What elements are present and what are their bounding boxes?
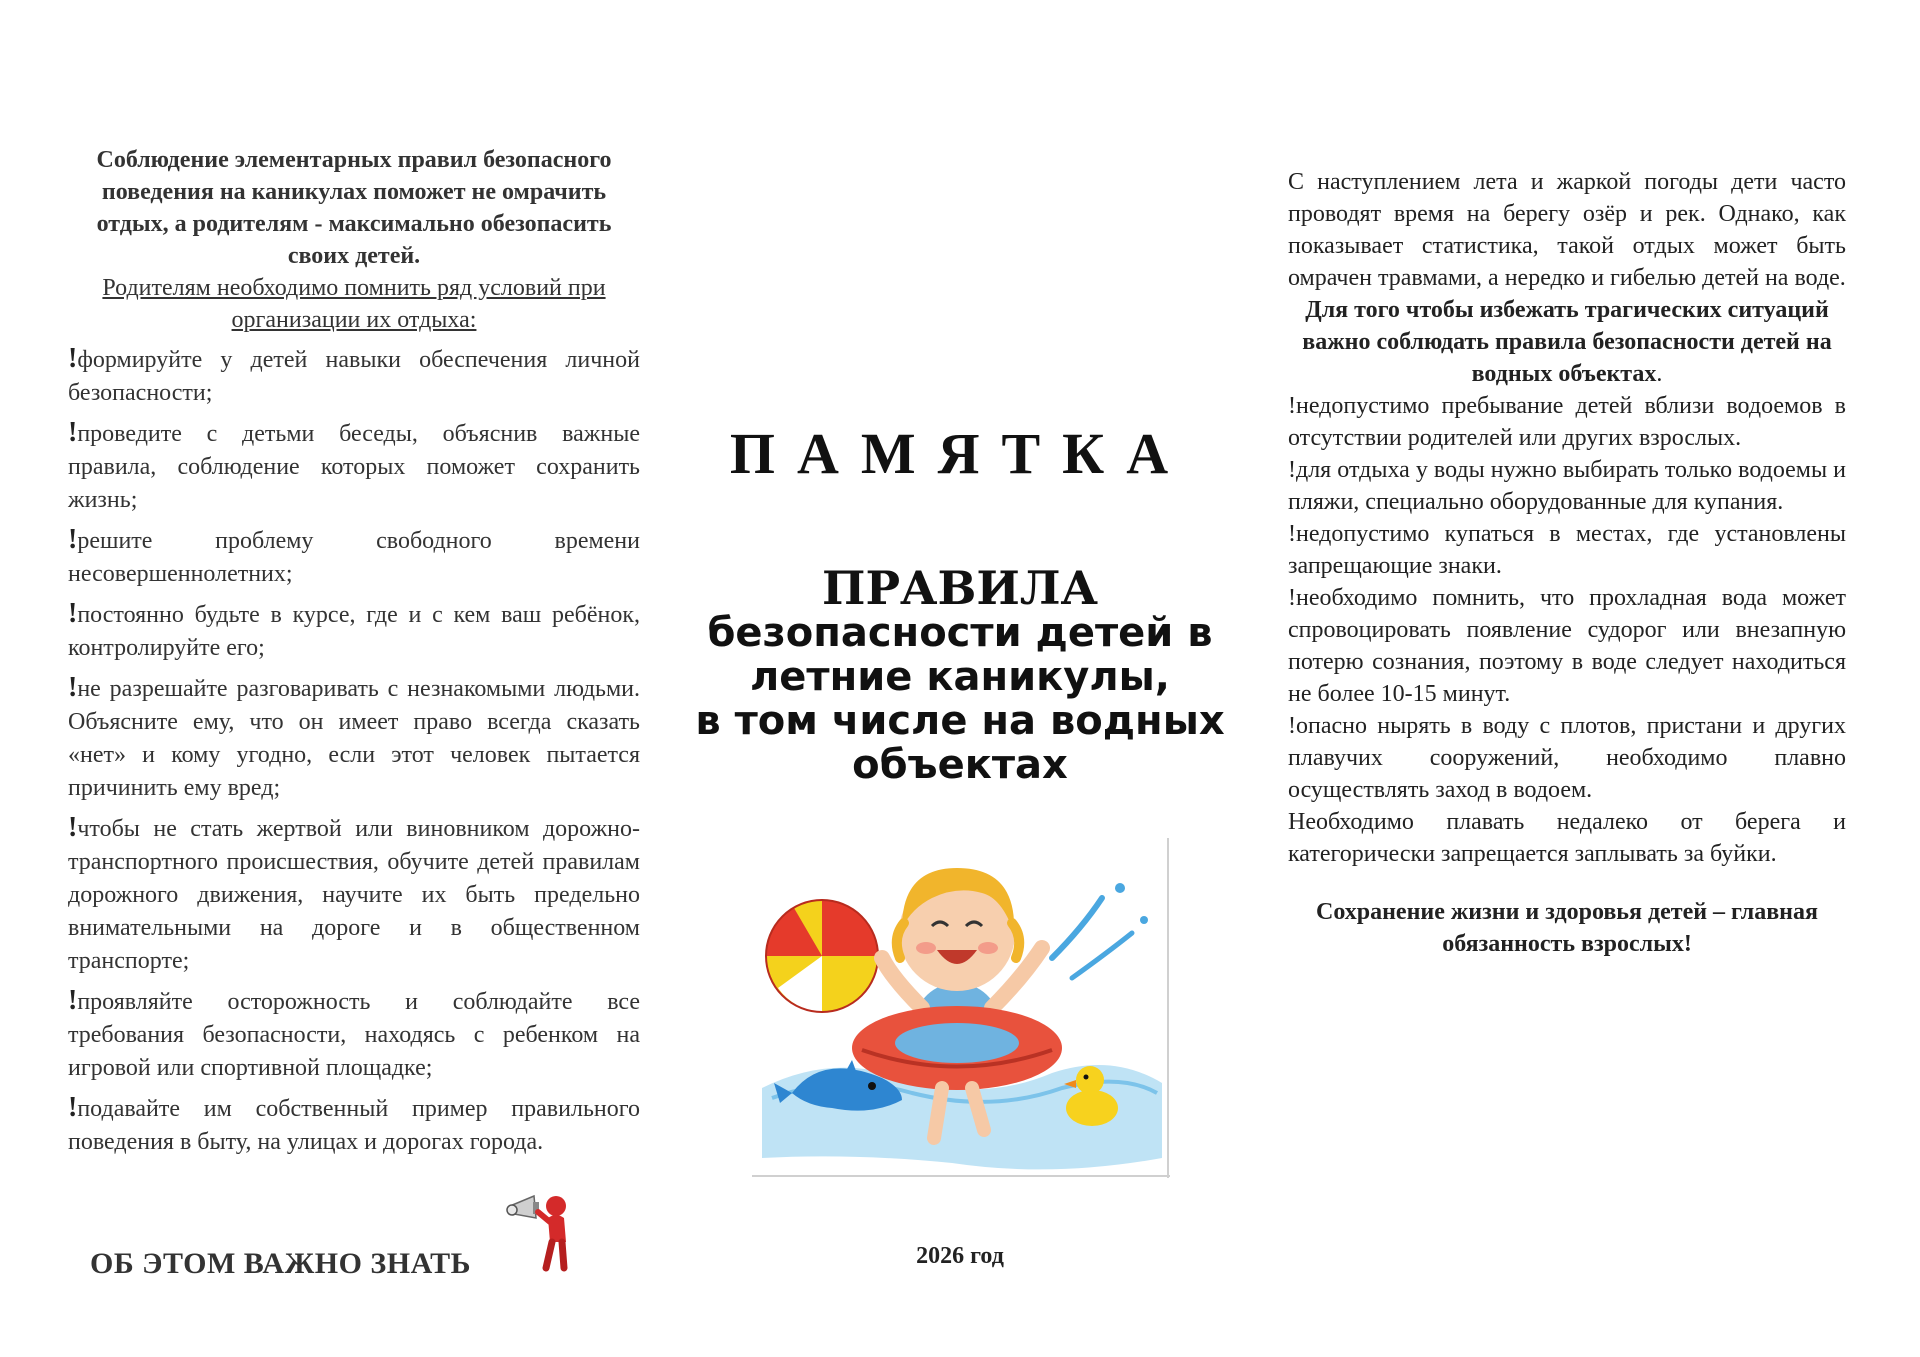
water-rule-item: !недопустимо купаться в местах, где установлены запрещающие знаки.: [1288, 521, 1846, 579]
parent-rule-item: [68, 984, 640, 1085]
rules-subtitle-line: безопасности детей в: [707, 610, 1213, 656]
right-lead-text: Для того чтобы избежать трагических ситуаций важно соблюдать правила безопасности детей на водных объектах: [1302, 297, 1832, 387]
exclamation-mark: !: [68, 1092, 78, 1123]
water-rule-item: !недопустимо пребывание детей вблизи водоемов в отсутствии родителей или других взрослых.: [1288, 393, 1846, 451]
water-rule-item: !для отдыха у воды нужно выбирать только водоемы и пляжи, специально оборудованные для купания.: [1288, 457, 1846, 515]
year-label: 2026 год: [916, 1243, 1004, 1269]
rules-subtitle-line: объектах: [852, 742, 1068, 788]
right-intro: С наступлением лета и жаркой погоды дети часто проводят время на берегу озёр и рек. Однако, как показывает статистика, такой отдых может быть омрачен травмами, а нередко и гибелью детей на воде.: [1288, 169, 1846, 291]
exclamation-mark: !: [68, 598, 78, 629]
parent-rule-text: подавайте им собственный пример правильного поведения в быту, на улицах и дорогах города.: [68, 1096, 640, 1155]
parent-rule-text: постоянно будьте в курсе, где и с кем ваш ребёнок, контролируйте его;: [68, 602, 640, 661]
water-rule-item: !опасно нырять в воду с плотов, пристани и других плавучих сооружений, необходимо плавно осуществлять заход в водоем.: [1288, 713, 1846, 803]
parent-rule-text: решите проблему свободного времени несовершеннолетних;: [68, 528, 640, 587]
exclamation-mark: !: [68, 524, 78, 555]
child-swimming-illustration: [752, 838, 1170, 1178]
exclamation-mark: !: [68, 985, 78, 1016]
rules-subtitle-line: в том числе на водных: [695, 698, 1225, 744]
rules-title-block: [690, 561, 1230, 788]
exclamation-mark: !: [68, 343, 78, 374]
parent-rule-item: [68, 597, 640, 665]
left-intro-bold: Соблюдение элементарных правил безопасного поведения на каникулах поможет не омрачить отдых, а родителям - максимально обезопасить своих детей.: [96, 147, 612, 269]
parent-rule-item: [68, 671, 640, 805]
parent-rule-item: [68, 416, 640, 517]
exclamation-mark: !: [68, 672, 78, 703]
parent-rule-text: не разрешайте разговаривать с незнакомыми людьми. Объясните ему, что он имеет право всегда сказать «нет» и кому угодно, если этот человек пытается причинить ему вред;: [68, 676, 640, 801]
left-intro-underlined: Родителям необходимо помнить ряд условий при организации их отдыха:: [102, 275, 606, 333]
rules-subtitle-line: летние каникулы,: [749, 654, 1171, 700]
memo-title: ПАМЯТКА: [729, 421, 1191, 486]
parent-rule-item: [68, 523, 640, 591]
exclamation-mark: !: [68, 417, 78, 448]
parent-rule-text: формируйте у детей навыки обеспечения личной безопасности;: [68, 347, 640, 406]
parent-rule-item: [68, 811, 640, 978]
parent-rules-list: [68, 342, 640, 1159]
megaphone-figure-icon: [506, 1188, 578, 1274]
closing-statement: Сохранение жизни и здоровья детей – главная обязанность взрослых!: [1316, 899, 1818, 957]
right-column: [1288, 166, 1846, 960]
parent-rule-text: проведите с детьми беседы, объяснив важные правила, соблюдение которых поможет сохранить жизнь;: [68, 421, 640, 513]
parent-rule-text: чтобы не стать жертвой или виновником дорожно-транспортного происшествия, обучите детей правилам дорожного движения, научите их быть предельно внимательными на дороге и в общественном транспорте;: [68, 816, 640, 974]
right-lead: [1288, 294, 1846, 390]
parent-rule-item: [68, 342, 640, 410]
parent-rule-item: [68, 1091, 640, 1159]
water-rule-item: !необходимо помнить, что прохладная вода может спровоцировать появление судорог или внезапную потерю сознания, поэтому в воде следует находиться не более 10-15 минут.: [1288, 585, 1846, 707]
important-footer: ОБ ЭТОМ ВАЖНО ЗНАТЬ: [90, 1247, 471, 1280]
parent-rule-text: проявляйте осторожность и соблюдайте все требования безопасности, находясь с ребенком на игровой или спортивной площадке;: [68, 989, 640, 1081]
rules-title: ПРАВИЛА: [822, 561, 1098, 615]
left-column: [68, 144, 640, 1165]
right-lead-dot: .: [1656, 361, 1663, 387]
exclamation-mark: !: [68, 812, 78, 843]
water-rule-item: Необходимо плавать недалеко от берега и категорически запрещается заплывать за буйки.: [1288, 809, 1846, 867]
